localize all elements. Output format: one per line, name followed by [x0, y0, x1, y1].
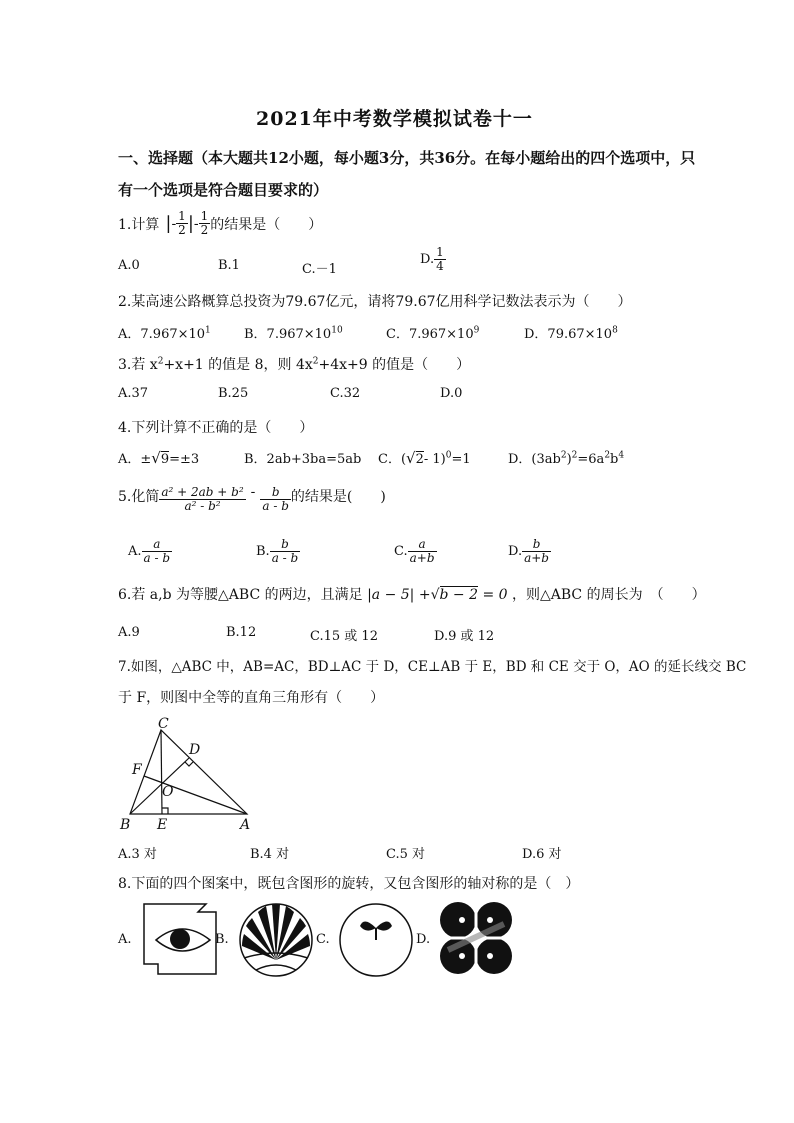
q5-prefix: 5.化简	[118, 489, 160, 505]
label-b: B	[120, 817, 131, 833]
q2-option-a: A．$7.967\times 10^1$	[118, 325, 211, 342]
q1-suffix: 的结果是（ ）	[210, 216, 323, 233]
q4-option-d: D．$(3ab^2)^2=6a^2b^4$	[508, 450, 625, 467]
question-5-stem	[118, 484, 386, 513]
label-f: F	[132, 762, 142, 778]
q5-fraction-2: $\frac{b}{a - b}$	[262, 484, 289, 513]
q1-option-a: A.0	[118, 258, 140, 273]
q3-option-d: D.0	[440, 386, 463, 401]
q1-minus-2: -	[193, 215, 199, 232]
q6-option-c: C.15 或 12	[310, 629, 378, 644]
q1-prefix: 1.计算	[118, 216, 160, 233]
q1-option-d: D. $\frac{1}{4}$	[420, 245, 444, 274]
segment-ce	[161, 730, 162, 814]
q3-option-b: B.25	[218, 386, 249, 401]
q1-abs-close: |	[187, 213, 194, 235]
label-c: C	[158, 716, 169, 732]
question-8-stem: 8.下面的四个图案中，既包含图形的旋转，又包含图形的轴对称的是（ ）	[118, 876, 580, 892]
q5-option-a: A. $\frac{a}{a - b}$	[128, 537, 171, 566]
q7-triangle-figure	[112, 716, 257, 834]
q8-option-a-label: A.	[118, 932, 132, 947]
q7-option-d: D.6 对	[522, 847, 562, 862]
question-4-stem: 4.下列计算不正确的是（ ）	[118, 420, 314, 436]
q6-option-d: D.9 或 12	[434, 629, 495, 644]
question-3-stem: 3.若 $x^2+x+1$ 的值是 8，则 $4x^2+4x+9$ 的值是（ ）	[118, 356, 471, 373]
q2-option-d: D．$79.67\times 10^8$	[524, 325, 618, 342]
question-6-stem: 6.若 a,b 为等腰△ABC 的两边，且满足 |a − 5| +√b − 2 = 0 ，则△ABC 的周长为 （ ）	[118, 587, 706, 603]
section-header-line2: 有一个选项是符合题目要求的）	[118, 181, 329, 199]
q4-option-b: B．2ab+3ba=5ab	[244, 452, 362, 467]
q1-abs-open: |	[165, 213, 172, 235]
q8-sunburst-pattern	[236, 900, 316, 980]
q8-option-d-label: D.	[416, 932, 431, 947]
q1-fraction-1: $\frac{1}{2}$	[178, 209, 186, 238]
segment-af	[144, 776, 247, 814]
q6-option-b: B.12	[226, 625, 257, 640]
q2-option-c: C．$7.967\times 10^9$	[386, 325, 480, 342]
q5-fraction-1: $\frac{\text{a² + 2ab + b²}}{\text{a² - b²}}$	[161, 484, 244, 513]
q8-sprout-pattern	[336, 900, 416, 980]
q7-option-b: B.4 对	[250, 847, 290, 862]
q2-option-b: B．$7.967\times 10^{10}$	[244, 325, 343, 342]
q8-eye-pattern	[140, 900, 220, 976]
question-7-line1: 7.如图，△ABC 中，AB=AC，BD⊥AC 于 D，CE⊥AB 于 E，BD 和 CE 交于 O，AO 的延长线交 BC	[118, 659, 747, 675]
right-angle-d	[185, 762, 193, 766]
q1-option-b: B.1	[218, 258, 240, 273]
q5-option-c: C. $\frac{a}{a+b}$	[394, 537, 435, 566]
q3-option-c: C.32	[330, 386, 361, 401]
q1-fraction-2: $\frac{1}{2}$	[200, 209, 209, 238]
q7-option-a: A.3 对	[118, 847, 157, 862]
question-7-line2: 于 F，则图中全等的直角三角形有（ ）	[118, 690, 385, 706]
q1-option-c: C.－1	[302, 262, 337, 277]
q5-minus: -	[250, 484, 256, 500]
right-angle-e	[162, 808, 168, 814]
question-1-stem	[118, 210, 322, 237]
page-title: 2021年中考数学模拟试卷十一	[256, 108, 533, 130]
q8-option-c-label: C.	[316, 932, 330, 947]
q6-option-a: A.9	[118, 625, 140, 640]
label-d: D	[189, 742, 201, 758]
q5-option-b: B. $\frac{b}{a - b}$	[256, 537, 299, 566]
q5-suffix: 的结果是( )	[290, 489, 386, 505]
q7-option-c: C.5 对	[386, 847, 426, 862]
q3-option-a: A.37	[118, 386, 149, 401]
section-header-line1: 一、选择题（本大题共12小题，每小题3分，共36分。在每小题给出的四个选项中，只	[118, 149, 696, 167]
q4-option-a: A．±√9=±3	[118, 449, 200, 467]
q1-minus: -	[171, 215, 177, 232]
q8-option-b-label: B.	[215, 932, 229, 947]
q8-clover-pattern	[436, 898, 516, 978]
label-e: E	[157, 817, 168, 833]
q5-option-d: D. $\frac{b}{a+b}$	[508, 537, 549, 566]
q4-option-c: C．(√2- 1)$^0$=1	[378, 449, 471, 467]
question-2-stem: 2.某高速公路概算总投资为79.67亿元，请将79.67亿用科学记数法表示为（ ）	[118, 294, 632, 310]
label-o: O	[162, 784, 174, 800]
label-a: A	[240, 817, 251, 833]
